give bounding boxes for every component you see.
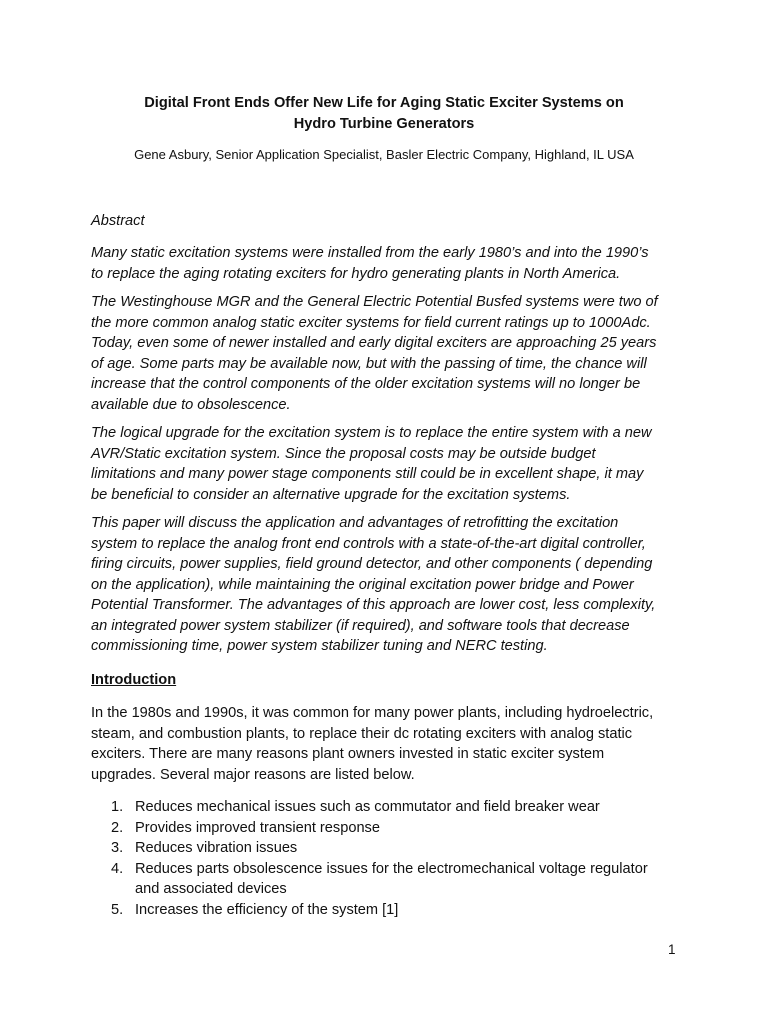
author-line: Gene Asbury, Senior Application Specialist, Basler Electric Company, Highland, IL USA [134,147,634,162]
abstract-paragraph-2 [91,292,691,415]
text-line: be beneficial to consider an alternative upgrade for the excitation systems. [91,486,571,503]
text-line: on the application), while maintaining the original excitation power bridge and Power [91,576,634,593]
text-line: commissioning time, power system stabilizer tuning and NERC testing. [91,638,548,654]
list-number: 2. [111,819,124,836]
list-item [91,838,701,859]
title-line: Digital Front Ends Offer New Life for Aging Static Exciter Systems on [144,95,624,111]
text-line: Today, even some of newer installed and early digital exciters are approaching 25 years [91,335,657,351]
text-line: to replace the aging rotating exciters for hydro generating plants in North America. [91,265,621,282]
paper-title [60,93,708,135]
list-number: 4. [111,860,124,877]
text-line: firing circuits, power supplies, field ground detector, and other components ( depending [91,556,653,572]
text-line: This paper will discuss the application and advantages of retrofitting the excitation [91,515,619,531]
list-number: 1. [111,799,124,815]
list-text: Reduces parts obsolescence issues for the electromechanical voltage regulator [135,860,648,877]
text-line: Many static excitation systems were installed from the early 1980’s and into the 1990’s [91,245,649,261]
abstract-paragraph-1 [91,243,691,284]
text-line: The Westinghouse MGR and the General Electric Potential Busfed systems were two of [91,294,658,310]
introduction-paragraph [91,703,691,785]
text-line: In the 1980s and 1990s, it was common for many power plants, including hydroelectric, [91,705,654,721]
list-item [91,859,701,900]
text-line: The logical upgrade for the excitation system is to replace the entire system with a new [91,425,652,441]
list-text: Provides improved transient response [135,819,380,836]
text-line: increase that the control components of the older excitation systems will no longer be [91,376,641,392]
list-item [91,818,701,839]
introduction-heading: Introduction [91,672,177,688]
abstract-paragraph-3 [91,423,691,505]
text-line: upgrades. Several major reasons are listed below. [91,766,415,783]
list-text: Reduces vibration issues [135,840,298,857]
text-line: the more common analog static exciter systems for field current ratings up to 1000Adc. [91,314,651,331]
reasons-list [91,797,701,921]
list-number: 5. [111,901,124,918]
text-line: an integrated power system stabilizer (if required), and software tools that decrease [91,617,630,634]
list-text: Reduces mechanical issues such as commutator and field breaker wear [135,799,600,815]
text-line: available due to obsolescence. [91,396,291,413]
list-number: 3. [111,840,124,857]
text-line: exciters. There are many reasons plant owners invested in static exciter system [91,746,605,762]
list-text: and associated devices [135,881,287,898]
text-line: AVR/Static excitation system. Since the proposal costs may be outside budget [91,445,596,462]
text-line: limitations and many power stage components still could be in excellent shape, it may [91,466,644,482]
abstract-paragraph-4 [91,513,691,657]
list-item [91,900,701,921]
list-text: Increases the efficiency of the system [1] [135,901,399,918]
text-line: of age. Some parts may be available now, but with the passing of time, the chance will [91,355,647,372]
title-line: Hydro Turbine Generators [293,116,475,132]
page-number: 1 [668,942,676,957]
text-line: Potential Transformer. The advantages of this approach are lower cost, less complexity, [91,597,656,613]
abstract-heading: Abstract [91,213,145,229]
list-item [91,797,701,818]
text-line: system to replace the analog front end controls with a state-of-the-art digital controller, [91,535,646,552]
text-line: steam, and combustion plants, to replace their dc rotating exciters with analog static [91,725,633,742]
